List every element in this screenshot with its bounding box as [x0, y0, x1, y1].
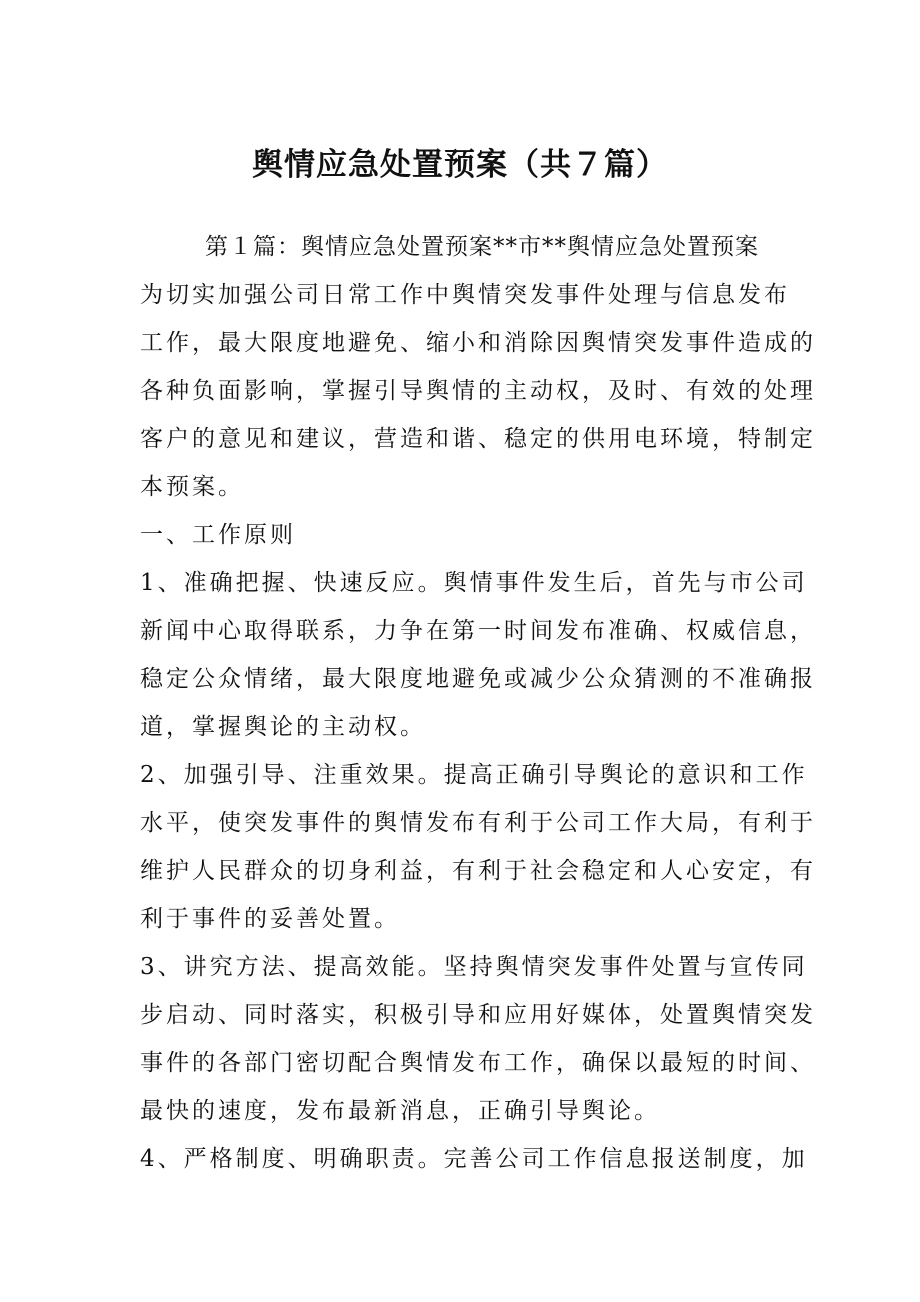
- text-line: 道，掌握舆论的主动权。: [140, 714, 426, 740]
- text-line: 2、加强引导、注重效果。提高正确引导舆论的意识和工作: [140, 762, 808, 788]
- text-line: 本预案。: [140, 474, 244, 500]
- text-line: 稳定公众情绪，最大限度地避免或减少公众猜测的不准确报: [140, 666, 816, 692]
- text-line: 利于事件的妥善处置。: [140, 906, 400, 932]
- intro-line: 第１篇：舆情应急处置预案**市**舆情应急处置预案: [205, 234, 759, 260]
- text-line: 水平，使突发事件的舆情发布有利于公司工作大局，有利于: [140, 810, 816, 836]
- section-heading: 一、工作原则: [140, 522, 296, 548]
- text-line: 3、讲究方法、提高效能。坚持舆情突发事件处置与宣传同: [140, 954, 808, 980]
- text-line: 1、准确把握、快速反应。舆情事件发生后，首先与市公司: [140, 570, 808, 596]
- text-line: 新闻中心取得联系，力争在第一时间发布准确、权威信息，: [140, 618, 816, 644]
- text-line: 维护人民群众的切身利益，有利于社会稳定和人心安定，有: [140, 858, 816, 884]
- text-line: 步启动、同时落实，积极引导和应用好媒体，处置舆情突发: [140, 1002, 816, 1028]
- document-title: 舆情应急处置预案（共７篇）: [252, 147, 668, 183]
- text-line: 工作，最大限度地避免、缩小和消除因舆情突发事件造成的: [140, 330, 816, 356]
- text-line: 4、严格制度、明确职责。完善公司工作信息报送制度，加: [140, 1146, 808, 1172]
- text-line: 为切实加强公司日常工作中舆情突发事件处理与信息发布: [140, 282, 790, 308]
- text-line: 各种负面影响，掌握引导舆情的主动权，及时、有效的处理: [140, 378, 816, 404]
- text-line: 客户的意见和建议，营造和谐、稳定的供用电环境，特制定: [140, 426, 816, 452]
- text-line: 最快的速度，发布最新消息，正确引导舆论。: [140, 1098, 660, 1124]
- text-line: 事件的各部门密切配合舆情发布工作，确保以最短的时间、: [140, 1050, 816, 1076]
